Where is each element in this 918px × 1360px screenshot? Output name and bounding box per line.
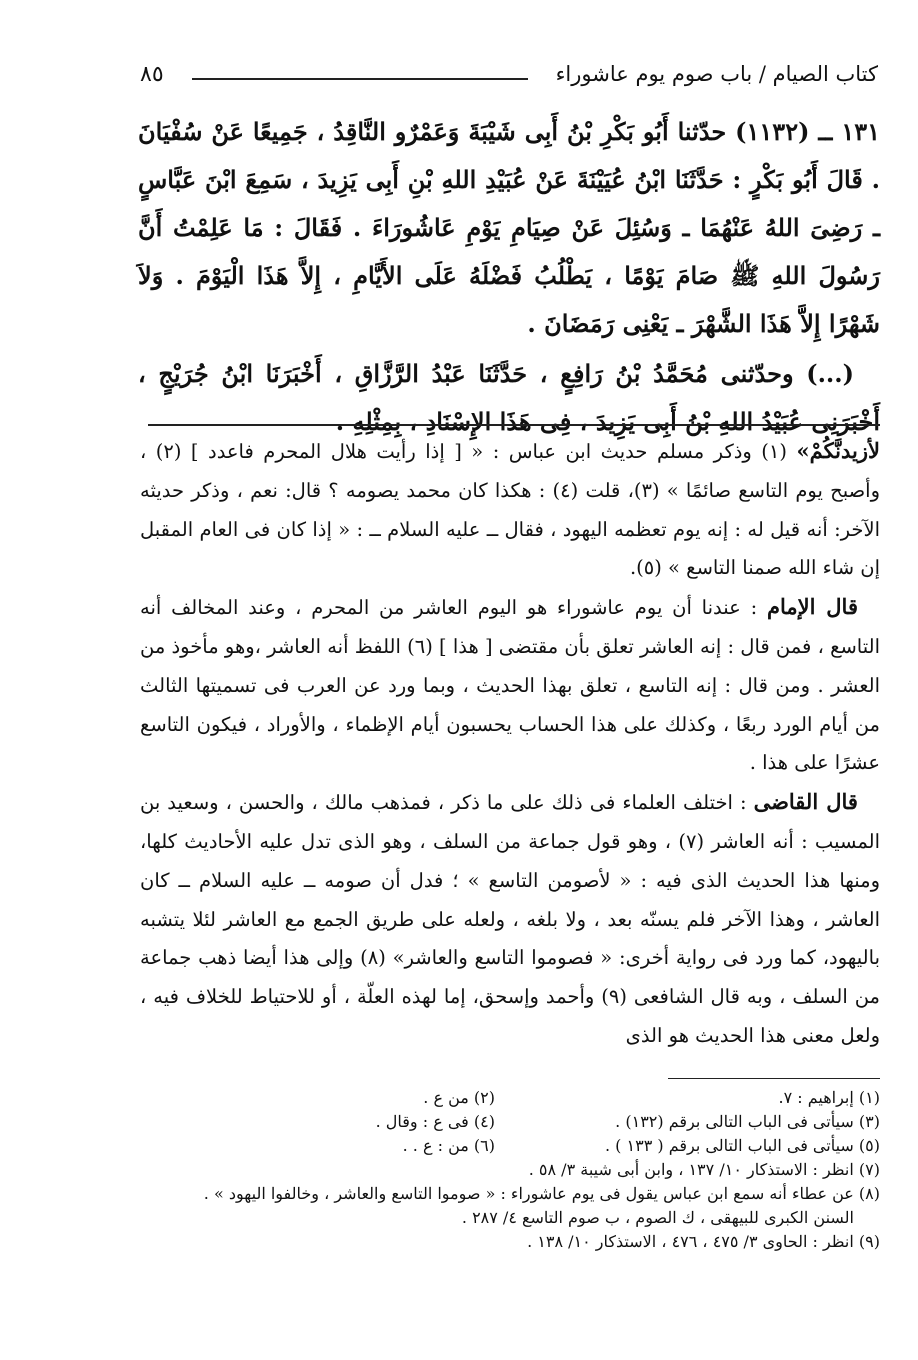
- commentary-body: : اختلف العلماء فى ذلك على ما ذكر ، فمذهب مالك ، والحسن ، وسعيد بن المسيب : أنه العاشر (٧) ، وهو قول جماعة من السلف ، وهو الذى تدل عليه الأحاديث كلها، ومنها هذا الحديث الذى فيه : « لأصومن التاسع » ؛ فدل أن صومه ــ عليه السلام ــ كان العاشر ، وهذا الآخر فلم يسنّه بعد ، ولا بلغه ، ولعله على طريق الجمع مع العاشر لئلا يتشبه باليهود، كما ورد فى رواية أخرى: « فصوموا التاسع والعاشر» (٨) وإلى هذا أيضا ذهب جماعة من السلف ، وبه قال الشافعى (٩) وأحمد وإسحق، إما لهذه العلّة ، أو للاحتياط للخلاف فيه ، ولعل معنى هذا الحديث هو الذى: [140, 791, 880, 1047]
- commentary-body: : عندنا أن يوم عاشوراء هو اليوم العاشر من المحرم ، وعند المخالف أنه التاسع ، فمن قال : إنه العاشر تعلق بأن مقتضى [ هذا ] (٦) اللفظ أنه العاشر ،وهو مأخوذ من العشر . ومن قال : إنه التاسع ، تعلق بهذا الحديث ، وبما ورد عن العرب فى تسميتها الثالث من أيام الورد ربعًا ، وكذلك على هذا الحساب يحسبون أيام الإظماء ، والأوراد ، فيكون التاسع عشرًا على هذا .: [140, 596, 880, 775]
- footnote: (٣) سيأتى فى الباب التالى برقم (١٣٢) .: [615, 1112, 880, 1131]
- footnote-rule: [668, 1078, 880, 1079]
- text-divider: [148, 424, 880, 426]
- commentary-body: (١) وذكر مسلم حديث ابن عباس : « [ إذا رأيت هلال المحرم فاعدد ] (٢) ، وأصبح يوم التاسع صائمًا » (٣)، قلت (٤) : هكذا كان محمد يصومه ؟ قال: نعم ، وذكر حديثه الآخر: أنه قيل له : إنه يوم تعظمه اليهود ، فقال ــ عليه السلام ــ : « إذا كان فى العام المقبل إن شاء الله صمنا التاسع » (٥).: [140, 440, 880, 580]
- footnote: (٨) عن عطاء أنه سمع ابن عباس يقول فى يوم عاشوراء : « صوموا التاسع والعاشر ، وخالفوا اليهود » .: [203, 1184, 880, 1203]
- commentary-paragraph: [140, 783, 880, 1056]
- page-number: ٨٥: [140, 62, 164, 87]
- hadith-paragraph: ١٣١ ــ (١١٣٢) حدّثنا أَبُو بَكْرِ بْنُ أَبِى شَيْبَةَ وَعَمْرٌو النَّاقِدُ ، جَمِيعًا عَنْ سُفْيَانَ . قَالَ أَبُو بَكْرٍ : حَدَّثَنَا ابْنُ عُيَيْنَةَ عَنْ عُبَيْدِ اللهِ بْنِ أَبِى يَزِيدَ ، سَمِعَ ابْنَ عَبَّاسٍ ـ رَضِىَ اللهُ عَنْهُمَا ـ وَسُئِلَ عَنْ صِيَامِ يَوْمِ عَاشُورَاءَ . فَقَالَ : مَا عَلِمْتُ أَنَّ رَسُولَ اللهِ ﷺ صَامَ يَوْمًا ، يَطْلُبُ فَضْلَهُ عَلَى الأَيَّامِ ، إِلاَّ هَذَا الْيَوْمَ . وَلاَ شَهْرًا إِلاَّ هَذَا الشَّهْرَ ـ يَعْنِى رَمَضَانَ .: [138, 117, 880, 338]
- footnote: (٥) سيأتى فى الباب التالى برقم ( ١٣٣ ) .: [605, 1136, 880, 1155]
- footnote: (٤) فى ع : وقال .: [375, 1112, 495, 1131]
- footnote: (٩) انظر : الحاوى ٣/ ٤٧٥ ، ٤٧٦ ، الاستذكار ١٠/ ١٣٨ .: [527, 1232, 880, 1251]
- running-header: [140, 58, 878, 94]
- footnote: (٦) من : ع . .: [402, 1136, 495, 1155]
- header-rule: [192, 78, 528, 80]
- hadith-paragraph: (...) وحدّثنى مُحَمَّدُ بْنُ رَافِعٍ ، حَدَّثَنَا عَبْدُ الرَّزَّاقِ ، أَخْبَرَنَا ابْنُ جُرَيْجٍ ، أَخْبَرَنِى عُبَيْدُ اللهِ بْنُ أَبِى يَزِيدَ ، فِى هَذَا الإِسْنَادِ ، بِمِثْلِهِ .: [138, 359, 880, 436]
- footnotes: [140, 1086, 880, 1254]
- footnote-continuation: السنن الكبرى للبيهقى ، ك الصوم ، ب صوم التاسع ٤/ ٢٨٧ .: [461, 1208, 854, 1227]
- footnote-grid: [140, 1086, 880, 1158]
- chapter-title: كتاب الصيام / باب صوم يوم عاشوراء: [555, 62, 878, 86]
- commentary: [140, 432, 880, 1056]
- commentary-paragraph: [140, 588, 880, 783]
- footnote: (٧) انظر : الاستذكار ١٠/ ١٣٧ ، وابن أبى شيبة ٣/ ٥٨ .: [528, 1160, 880, 1179]
- commentary-lead: قال الإمام: [766, 594, 858, 620]
- footnote: (١) إبراهيم : ٧.: [778, 1088, 880, 1107]
- commentary-lead: لأزيدنَّكُمْ»: [796, 438, 880, 463]
- commentary-lead: قال القاضى: [753, 789, 858, 815]
- commentary-paragraph: [140, 432, 880, 588]
- hadith-text: [138, 108, 880, 446]
- footnote: (٢) من ع .: [423, 1088, 495, 1107]
